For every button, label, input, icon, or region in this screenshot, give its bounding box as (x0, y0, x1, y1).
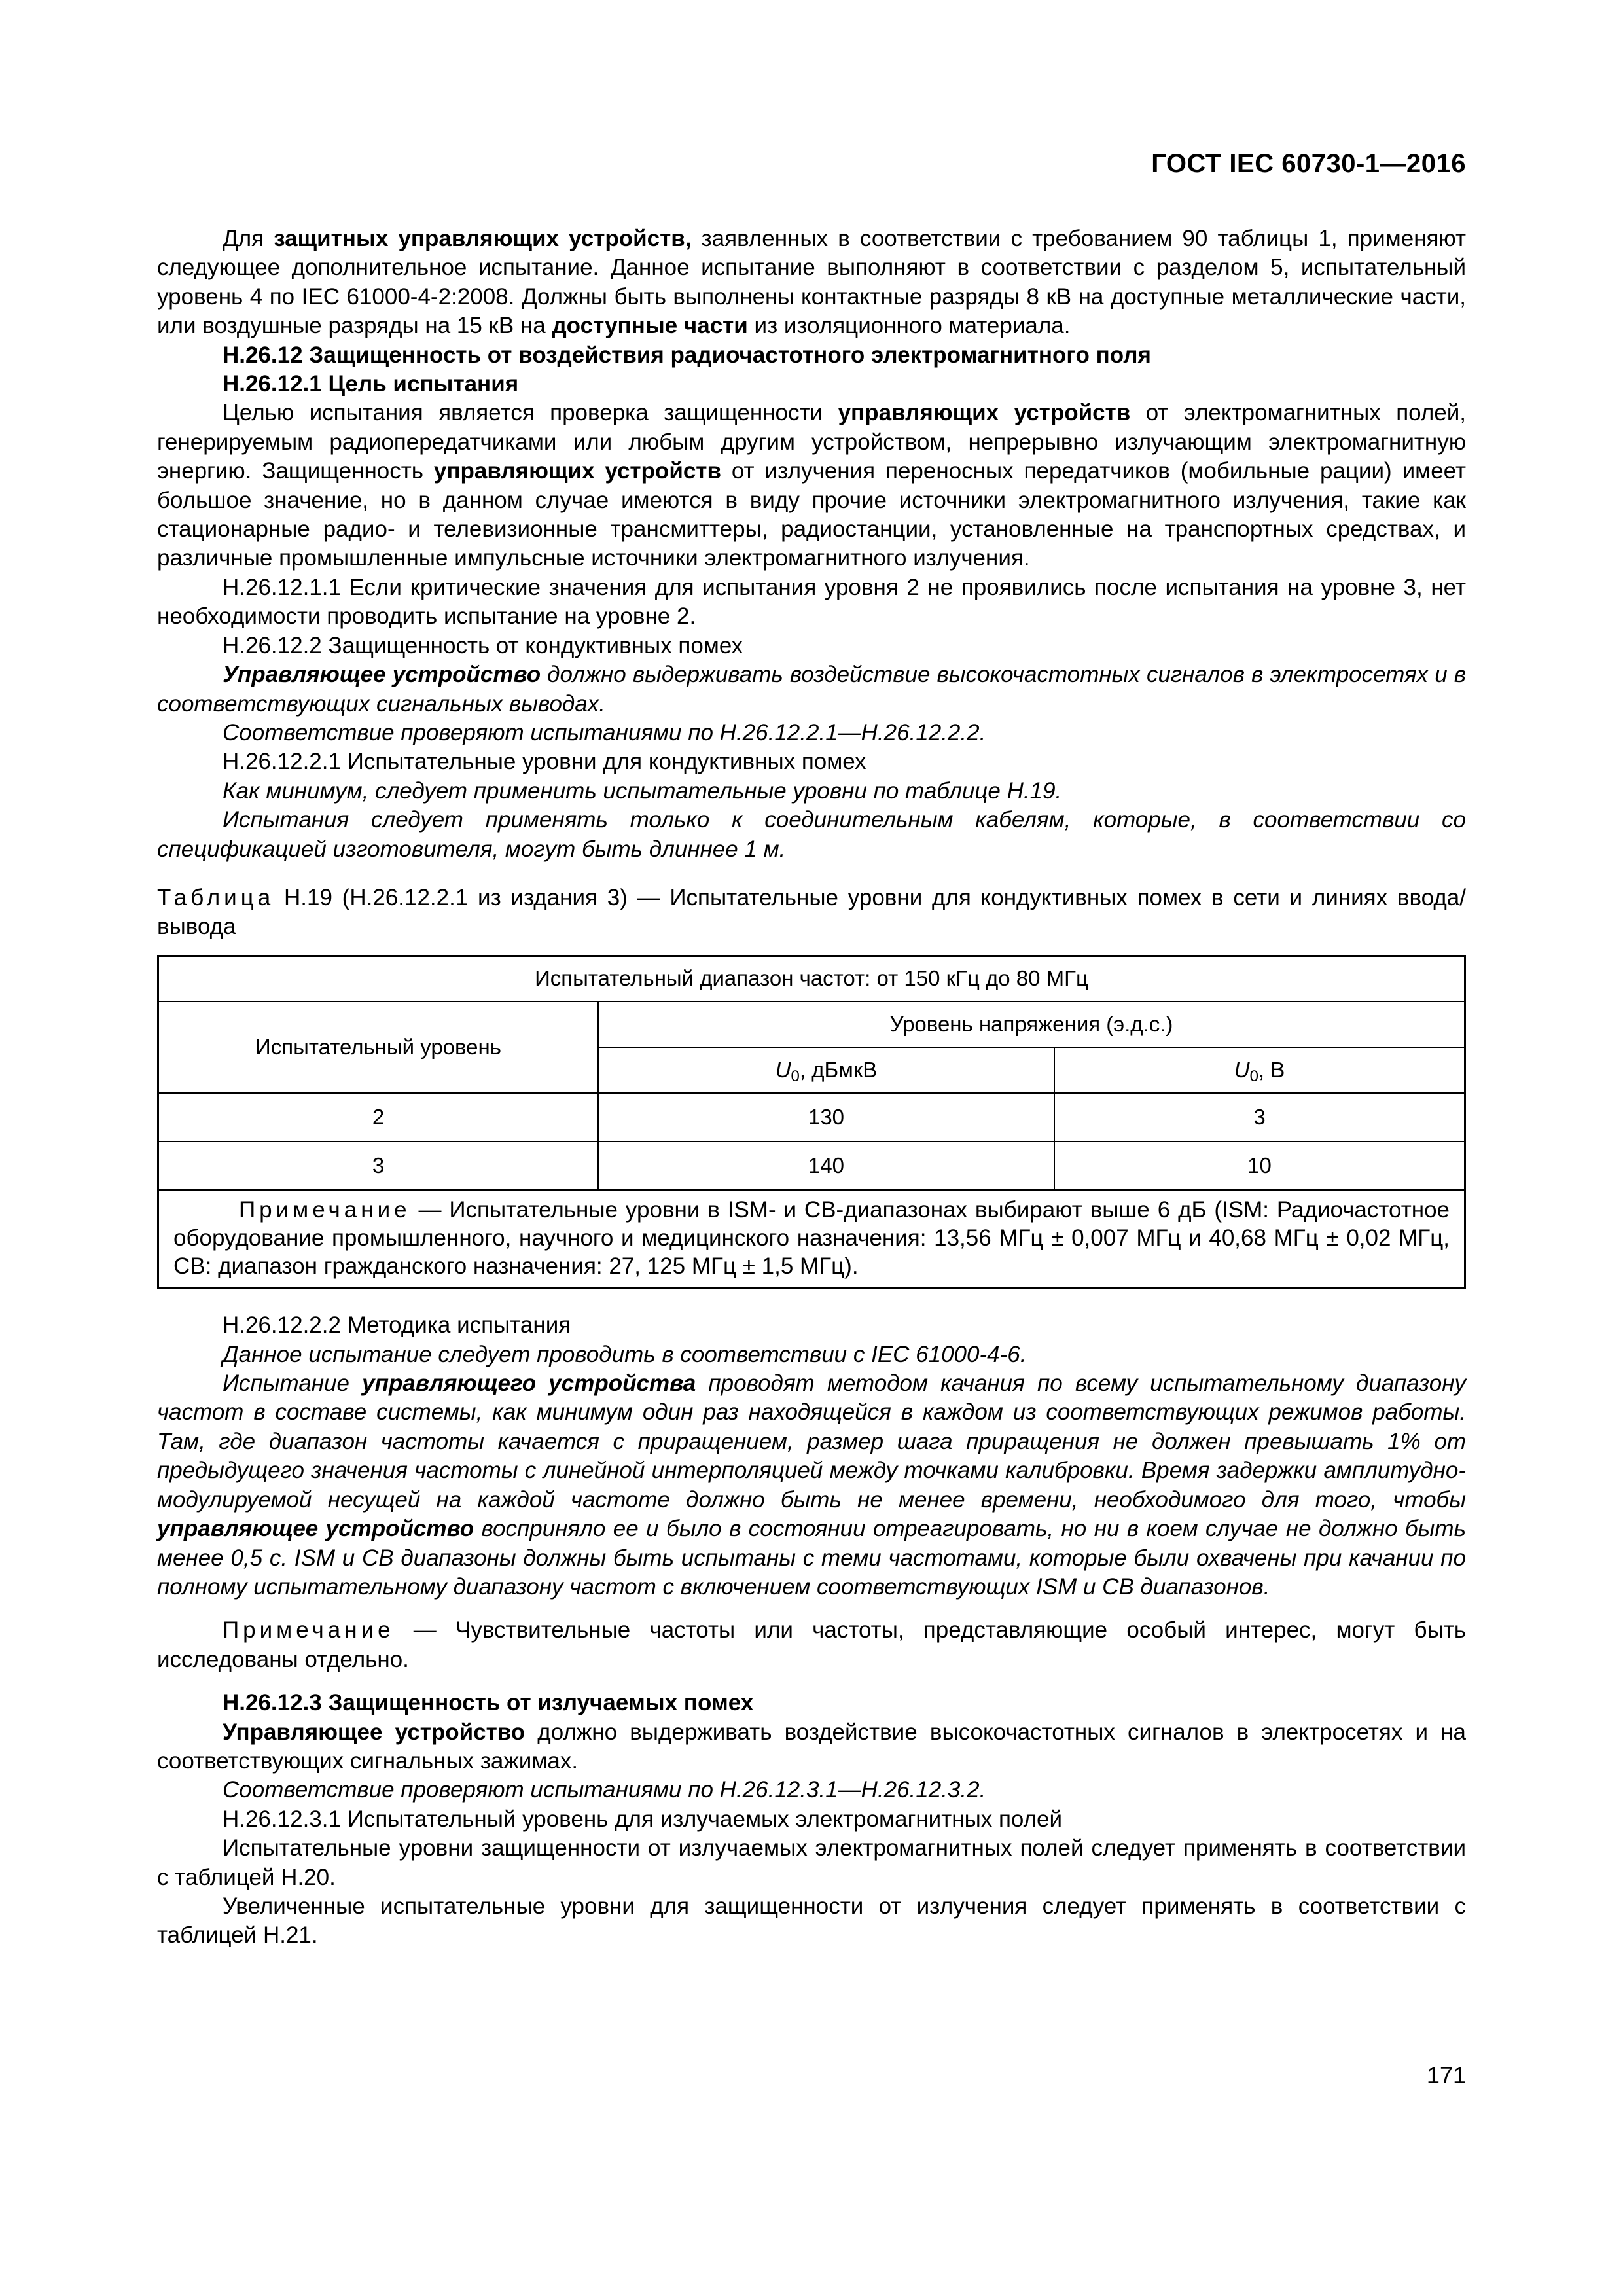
subsection-heading-conducted: Н.26.12.2 Защищенность от кондуктивных помех (223, 632, 743, 658)
paragraph-critical-values: Н.26.12.1.1 Если критические значения для испытания уровня 2 не проявились после испытания на уровне 3, нет необходимости проводить испытание на уровне 2. (157, 574, 1466, 630)
subsection-heading-method: Н.26.12.2.2 Методика испытания (223, 1312, 571, 1338)
table-row (158, 1093, 1465, 1141)
paragraph-table-h20: Испытательные уровни защищенности от излучаемых электромагнитных полей следует применять в соответствии с таблицей Н.20. (157, 1835, 1466, 1890)
table-h19 (157, 955, 1466, 1289)
paragraph-iec-reference: Данное испытание следует проводить в соответствии с IEC 61000-4-6. (223, 1341, 1027, 1367)
subsection-heading-radiated: Н.26.12.3 Защищенность от излучаемых помех (223, 1690, 754, 1716)
subsection-heading-radiated-level: Н.26.12.3.1 Испытательный уровень для излучаемых электромагнитных полей (223, 1806, 1063, 1832)
section-heading-rf-field: Н.26.12 Защищенность от воздействия радиочастотного электромагнитного поля (223, 342, 1151, 368)
page-number: 171 (1426, 2062, 1466, 2089)
table-h19-block (157, 884, 1466, 1289)
paragraph-protective-controls: Для защитных управляющих устройств, заявленных в соответствии с требованием 90 таблицы 1, применяют следующее дополнительное испытание. Данное испытание выполняют в соответствии с разделом 5, испытательный уровень 4 по IEC 61000-4-2:2008. Должны быть выполнены контактные разряды 8 кВ на доступные металлические части, или воздушные разряды на 15 кВ на доступные части из изоляционного материала. (157, 226, 1466, 339)
note-sensitive-frequencies: Примечание — Чувствительные частоты или частоты, представляющие особый интерес, могут быть исследованы отдельно. (157, 1617, 1466, 1672)
subsection-heading-conducted-levels: Н.26.12.2.1 Испытательные уровни для кондуктивных помех (223, 749, 866, 775)
table-header-volts: $U_0$, В (1054, 1047, 1465, 1093)
table-row (158, 1141, 1465, 1190)
paragraph-minimum-levels: Как минимум, следует применить испытательные уровни по таблице Н.19. (223, 778, 1062, 804)
table-caption: Таблица Н.19 (Н.26.12.2.1 из издания 3) — Испытательные уровни для кондуктивных помех в сети и линиях ввода/вывода (157, 884, 1466, 940)
table-cell-volts: 3 (1054, 1093, 1465, 1141)
paragraph-cable-length: Испытания следует применять только к соединительным кабелям, которые, в соответствии со спецификацией изготовителя, могут быть длиннее 1 м. (157, 807, 1466, 862)
paragraph-conducted-requirement: Управляющее устройство должно выдерживать воздействие высокочастотных сигналов в электросетях и в соответствующих сигнальных выводах. (157, 662, 1467, 717)
paragraph-compliance-radiated: Соответствие проверяют испытаниями по Н.26.12.3.1—Н.26.12.3.2. (223, 1777, 986, 1803)
document-body (157, 224, 1466, 1950)
table-cell-dbuv: 140 (598, 1141, 1054, 1190)
table-note: Примечание — Испытательные уровни в ISM- и СВ-диапазонах выбирают выше 6 дБ (ISM: Радиочастотное оборудование промышленного, научного и медицинского назначения: 13,56 МГц ± 0,007 МГц и 40,68 МГц ± 0,02 МГц, СВ: диапазон гражданского назначения: 27, 125 МГц ± 1,5 МГц). (158, 1190, 1465, 1288)
paragraph-compliance-conducted: Соответствие проверяют испытаниями по Н.26.12.2.1—Н.26.12.2.2. (223, 719, 986, 745)
table-cell-level: 3 (158, 1141, 599, 1190)
table-header-test-level: Испытательный уровень (158, 1001, 599, 1093)
subsection-heading-test-purpose: Н.26.12.1 Цель испытания (223, 371, 519, 397)
table-cell-volts: 10 (1054, 1141, 1465, 1190)
table-cell-level: 2 (158, 1093, 599, 1141)
paragraph-table-h21: Увеличенные испытательные уровни для защищенности от излучения следует применять в соответствии с таблицей Н.21. (157, 1893, 1466, 1948)
document-header: ГОСТ IEC 60730-1—2016 (1151, 149, 1466, 178)
table-header-voltage: Уровень напряжения (э.д.с.) (598, 1001, 1465, 1047)
table-header-dbuv: $U_0$, дБмкВ (598, 1047, 1054, 1093)
table-frequency-range: Испытательный диапазон частот: от 150 кГц до 80 МГц (158, 956, 1465, 1001)
paragraph-sweep-method: Испытание управляющего устройства проводят методом качания по всему испытательному диапазону частот в составе системы, как минимум один раз находящейся в каждом из соответствующих режимов работы. Там, где диапазон частоты качается с приращением, размер шага приращения не должен превышать 1% от предыдущего значения частоты с линейной интерполяцией между точками калибровки. Время задержки амплитудно-модулируемой несущей на каждой частоте должно быть не менее времени, необходимого для того, чтобы управляющее устройство восприняло ее и было в состоянии отреагировать, но ни в коем случае не должно быть менее 0,5 с. ISM и СВ диапазоны должны быть испытаны с теми частотами, которые были охвачены при качании по полному испытательному диапазону частот с включением соответствующих ISM и СВ диапазонов. (157, 1371, 1466, 1600)
paragraph-radiated-requirement: Управляющее устройство должно выдерживать воздействие высокочастотных сигналов в электросетях и на соответствующих сигнальных зажимах. (157, 1719, 1466, 1774)
paragraph-test-purpose: Целью испытания является проверка защищенности управляющих устройств от электромагнитных полей, генерируемым радиопередатчиками или любым другим устройством, непрерывно излучающим электромагнитную энергию. Защищенность управляющих устройств от излучения переносных передатчиков (мобильные рации) имеет большое значение, но в данном случае имеются в виду прочие источники электромагнитного излучения, такие как стационарные радио- и телевизионные трансмиттеры, радиостанции, установленные на транспортных средствах, и различные промышленные импульсные источники электромагнитного излучения. (157, 400, 1467, 571)
table-cell-dbuv: 130 (598, 1093, 1054, 1141)
